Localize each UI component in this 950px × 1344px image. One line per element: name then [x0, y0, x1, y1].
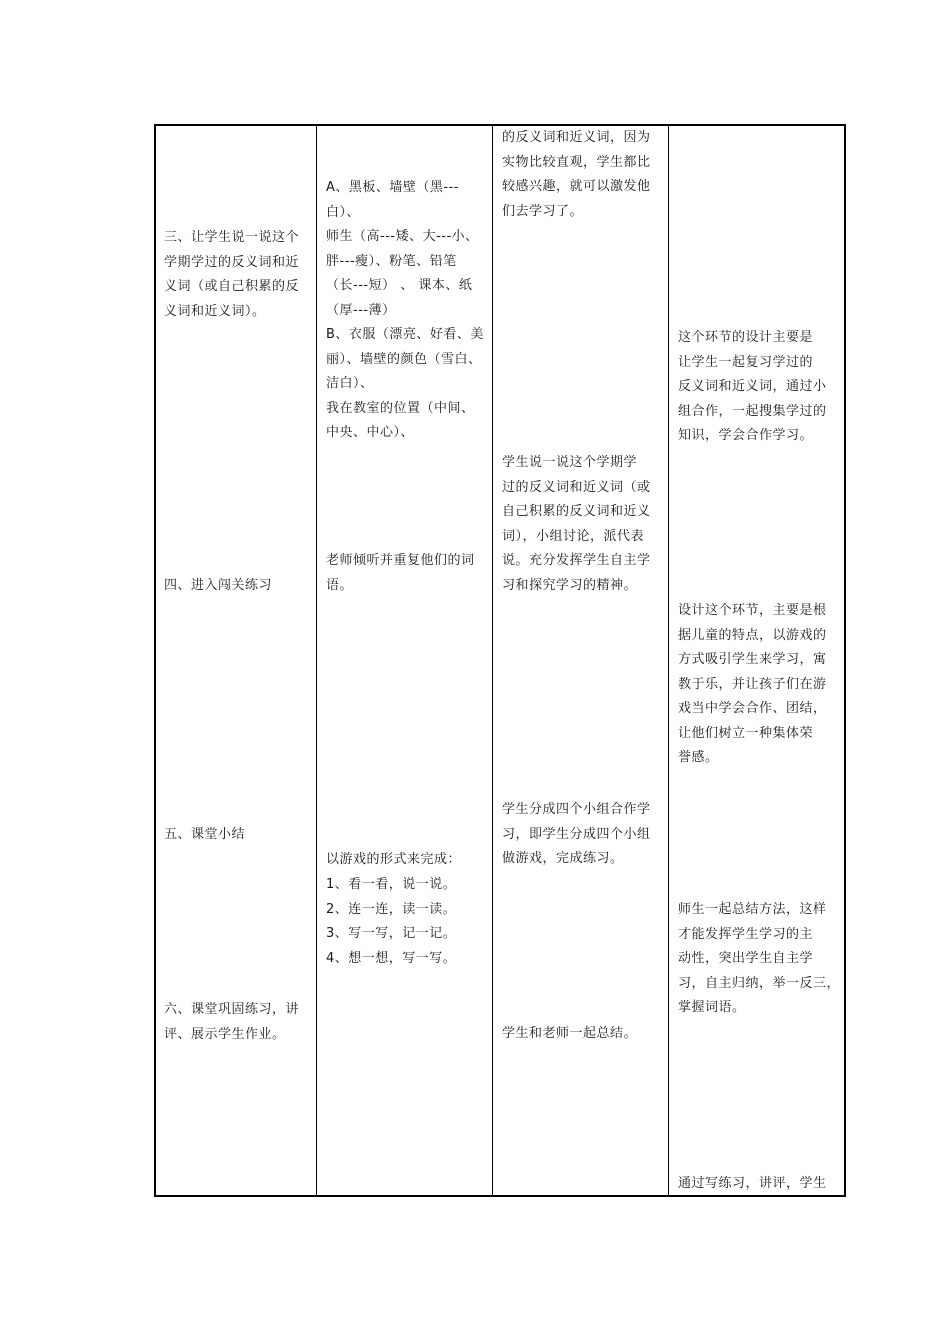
game-intro-text: 以游戏的形式来完成：: [326, 852, 462, 867]
column-divider: [492, 124, 493, 1197]
student-discussion-text: 学生说一说这个学期学 过的反义词和近义词（或 自己积累的反义词和近义 词），小组讨论，派代表 说。充分发挥学生自主学 习和探究学习的精神。: [502, 455, 651, 593]
step-three-text: 三、让学生说一说这个学期学过的反义词和近义词（或自己积累的反义词和近义词）。: [164, 230, 300, 319]
step-four-text: 四、进入闯关练习: [164, 578, 273, 593]
design-intent-three: 师生一起总结方法，这样 才能发挥学生学习的主 动性，突出学生自主学 习，自主归纳，举一反三， 掌握词语。: [678, 902, 841, 1015]
continued-text: 的反义词和近义词，因为 实物比较直观，学生都比 较感兴趣，就可以激发他 们去学习了。: [502, 130, 651, 219]
step-five-text: 五、课堂小结: [164, 827, 246, 842]
word-examples: A、黑板、墙壁（黑---白）、 师生（高---矮、大---小、 胖---瘦）、粉笔、铅笔 （长---短） 、 课本、纸 （厚---薄） B、衣服（漂亮、好看、美 丽）、墙壁的颜色（雪白、 洁白）、 我在教室的位置（中间、 中央、中心）、: [326, 180, 484, 440]
group-game-text: 学生分成四个小组合作学 习，即学生分成四个小组 做游戏，完成练习。: [502, 802, 651, 866]
column-divider: [316, 124, 317, 1197]
column-divider: [668, 124, 669, 1197]
teacher-listen-text: 老师倾听并重复他们的词 语。: [326, 553, 475, 593]
design-intent-two: 设计这个环节，主要是根 据儿童的特点，以游戏的 方式吸引学生来学习，寓 教于乐，并让孩子们在游 戏当中学会合作、团结， 让他们树立一种集体荣 誉感。: [678, 603, 827, 765]
game-steps-list: 1、看一看，说一说。 2、连一连，读一读。 3、写一写，记一记。 4、想一想，写一写。: [326, 877, 457, 966]
design-intent-one: 这个环节的设计主要是 让学生一起复习学过的 反义词和近义词，通过小 组合作，一起搜集学过的 知识，学会合作学习。: [678, 330, 827, 443]
step-six-text: 六、课堂巩固练习，讲评、展示学生作业。: [164, 1002, 300, 1042]
design-intent-four: 通过写练习，讲评，学生: [678, 1176, 827, 1191]
summary-text: 学生和老师一起总结。: [502, 1026, 638, 1041]
